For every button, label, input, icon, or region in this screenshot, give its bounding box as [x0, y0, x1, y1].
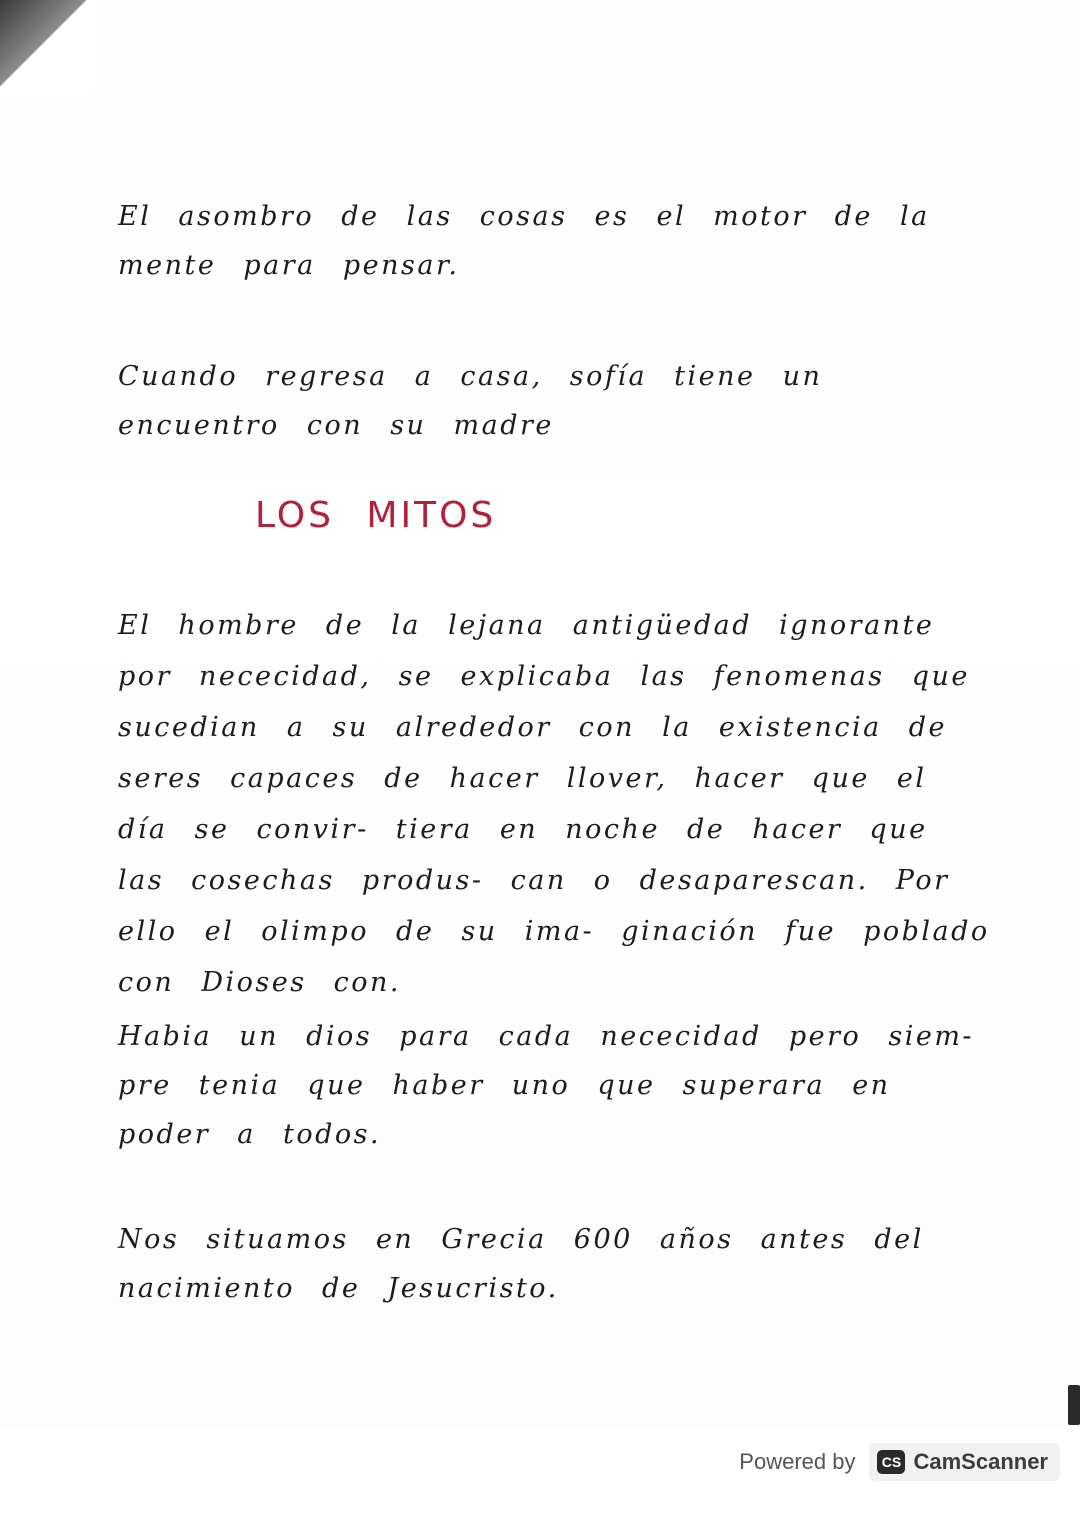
- page-corner-shadow: [0, 0, 95, 95]
- powered-by-label: Powered by: [739, 1449, 856, 1474]
- page-edge-mark: [1068, 1385, 1080, 1425]
- paragraph-asombro: El asombro de las cosas es el motor de la mente para pensar.: [118, 201, 930, 281]
- paragraph-grecia: Nos situamos en Grecia 600 años antes del nacimiento de Jesucristo.: [118, 1224, 924, 1304]
- camscanner-logo-icon: CS: [877, 1450, 905, 1474]
- camscanner-watermark: [739, 1440, 1060, 1484]
- paragraph-mitos: El hombre de la lejana antigüedad ignorante por nececidad, se explicaba las fenomenas que sucedian a su alrededor con la existencia de seres capaces de hacer llover, hacer que el día se convir- tiera en noche de hacer que las cosechas produs- can o desaparescan. Por ello el olimpo de su ima- ginación fue poblado con Dioses con.: [118, 610, 990, 998]
- paragraph-dios: Habia un dios para cada nececidad pero siem- pre tenia que haber uno que superara en poder a todos.: [118, 1021, 975, 1150]
- paragraph-sofia: Cuando regresa a casa, sofía tiene un encuentro con su madre: [118, 361, 823, 441]
- camscanner-badge: [869, 1443, 1060, 1481]
- camscanner-brand: CamScanner: [913, 1449, 1048, 1474]
- heading-los-mitos: LOS MITOS: [255, 495, 497, 536]
